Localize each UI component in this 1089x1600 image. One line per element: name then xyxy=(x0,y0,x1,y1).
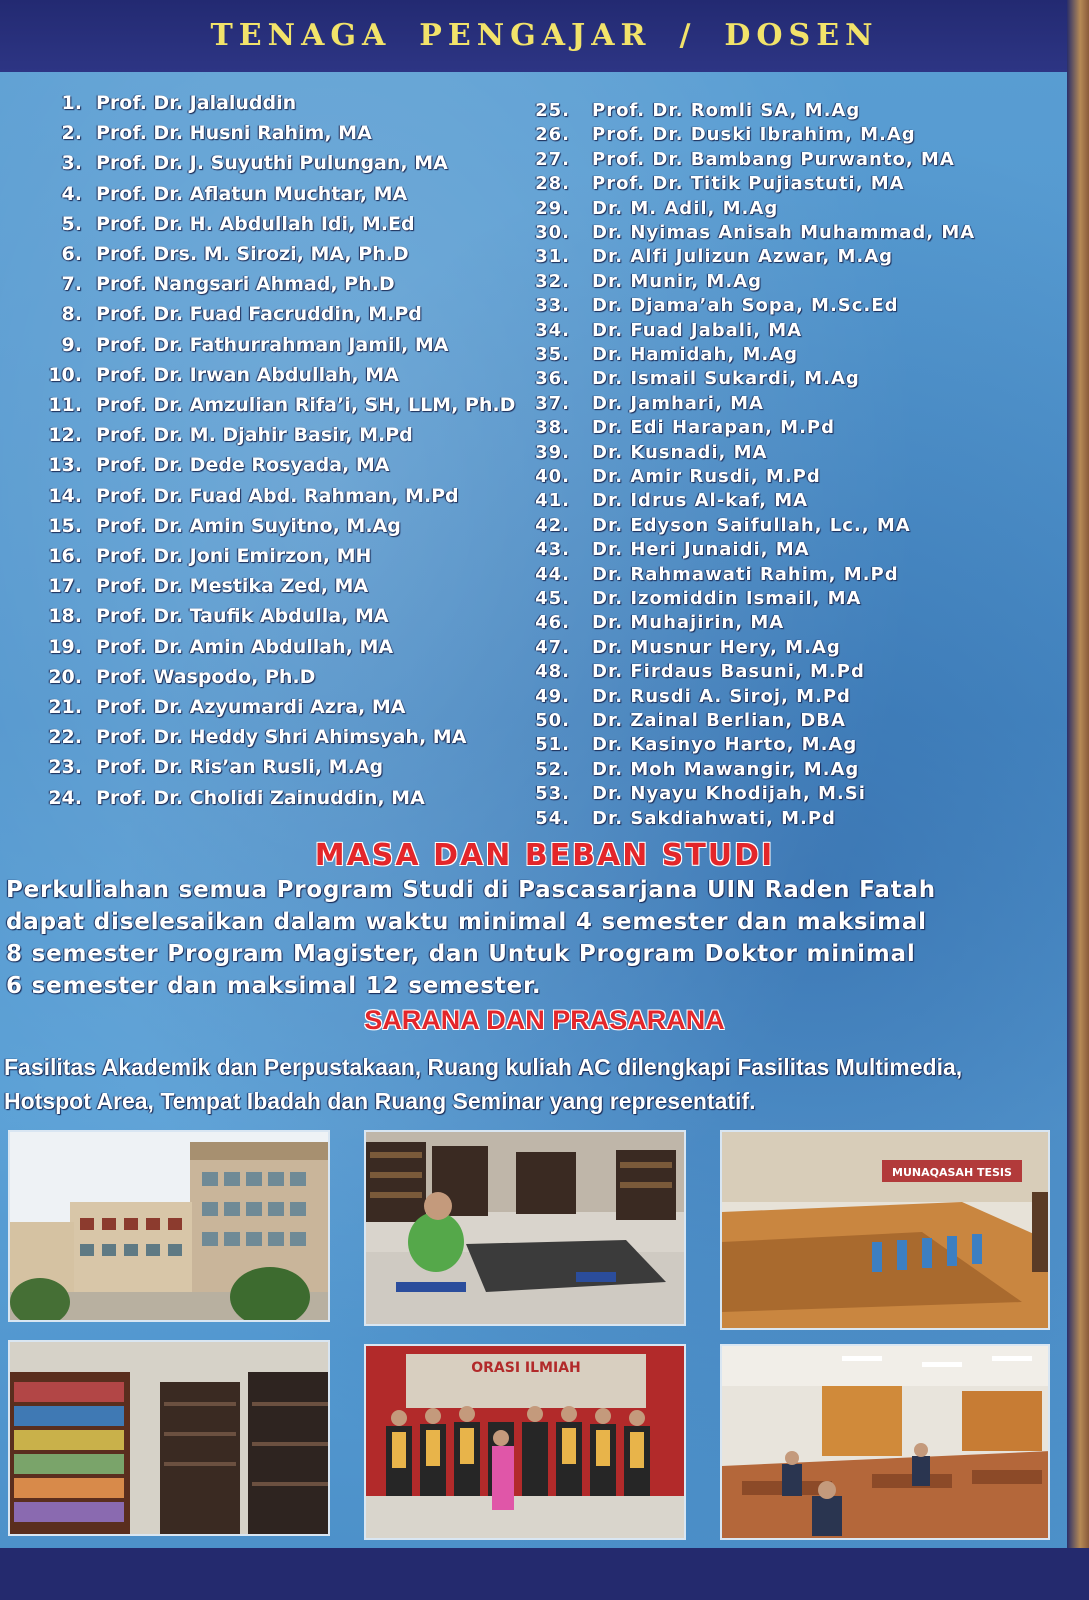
lecturer-name: Prof. Dr. Ris’an Rusli, M.Ag xyxy=(96,756,384,779)
lecturer-item xyxy=(528,734,857,755)
lecturer-item xyxy=(528,417,835,438)
binding-edge xyxy=(1067,0,1089,1600)
lecturer-number: 7. xyxy=(61,273,82,296)
lecturer-name: Dr. Amir Rusdi, M.Pd xyxy=(592,466,821,487)
lecturer-name: Dr. Izomiddin Ismail, MA xyxy=(592,588,862,609)
lecturer-name: Dr. Idrus Al-kaf, MA xyxy=(592,490,809,512)
lecturer-name: Dr. Moh Mawangir, M.Ag xyxy=(592,758,860,780)
lecturer-item xyxy=(528,612,784,633)
lecturer-item xyxy=(44,243,409,265)
lecturer-item xyxy=(44,152,448,174)
lecturer-name: Dr. Hamidah, M.Ag xyxy=(592,344,799,365)
lecturer-number: 19. xyxy=(48,635,82,658)
lecturer-number: 22. xyxy=(48,726,82,749)
lecturer-number: 33. xyxy=(535,295,570,317)
lecturer-number: 3. xyxy=(61,152,82,175)
lecturer-item xyxy=(44,454,390,476)
lecturer-name: Dr. Kusnadi, MA xyxy=(592,441,768,463)
lecturer-item xyxy=(528,100,860,121)
lecturer-number: 35. xyxy=(535,344,570,365)
lecturer-item xyxy=(44,756,383,778)
lecturer-number: 1. xyxy=(61,92,82,114)
lecturer-number: 53. xyxy=(535,783,570,805)
lecturer-item xyxy=(528,271,762,292)
study-paragraph xyxy=(6,874,1066,1002)
lecturer-number: 45. xyxy=(535,588,570,609)
lecturer-number: 52. xyxy=(535,758,570,780)
lecturer-name: Dr. Sakdiahwati, M.Pd xyxy=(592,807,836,829)
lecturer-item xyxy=(528,686,851,707)
lecturer-number: 24. xyxy=(48,786,82,809)
lecturer-name: Prof. Dr. Irwan Abdullah, MA xyxy=(96,363,399,386)
lecturer-item xyxy=(44,515,401,537)
title-word: TENAGA xyxy=(210,18,392,53)
lecturer-name: Prof. Dr. Amin Abdullah, MA xyxy=(96,635,394,658)
lecturer-name: Prof. Dr. Dede Rosyada, MA xyxy=(96,454,390,477)
lecturer-item xyxy=(44,213,415,235)
lecturer-name: Prof. Dr. Amzulian Rifa’i, SH, LLM, Ph.D xyxy=(96,394,516,416)
lecturer-item xyxy=(528,173,905,194)
lecturer-number: 49. xyxy=(535,685,570,707)
lecturer-item xyxy=(44,787,425,809)
lecturer-item xyxy=(528,393,764,414)
lecturer-name: Prof. Dr. Joni Emirzon, MH xyxy=(96,545,372,567)
lecturer-number: 28. xyxy=(535,173,570,195)
title-word: PENGAJAR xyxy=(419,18,652,53)
lecturer-name: Dr. Musnur Hery, M.Ag xyxy=(592,636,841,658)
lecturer-number: 41. xyxy=(535,490,570,512)
lecturer-name: Dr. Fuad Jabali, MA xyxy=(592,319,803,341)
lecturer-number: 51. xyxy=(535,734,570,756)
lecturer-number: 17. xyxy=(48,575,82,598)
lecturer-item xyxy=(528,442,767,463)
lecturer-name: Dr. Nyayu Khodijah, M.Si xyxy=(592,783,866,805)
lecturer-name: Prof. Nangsari Ahmad, Ph.D xyxy=(96,273,395,296)
lecturer-name: Prof. Dr. H. Abdullah Idi, M.Ed xyxy=(96,212,415,235)
lecturer-name: Prof. Dr. Titik Pujiastuti, MA xyxy=(592,173,905,195)
lecturer-number: 5. xyxy=(61,212,82,235)
lecturer-number: 43. xyxy=(535,539,570,561)
lecturer-number: 15. xyxy=(48,514,82,537)
lecturer-name: Dr. Rusdi A. Siroj, M.Pd xyxy=(592,685,851,707)
lecturer-item xyxy=(44,364,399,386)
lecturer-item xyxy=(44,92,296,114)
lecturer-name: Dr. Muhajirin, MA xyxy=(592,612,785,634)
lecturer-name: Dr. Edyson Saifullah, Lc., MA xyxy=(592,514,911,536)
lecturer-item xyxy=(44,696,405,718)
lecturer-number: 34. xyxy=(535,319,570,341)
lecturer-name: Prof. Dr. Azyumardi Azra, MA xyxy=(96,696,406,718)
study-heading: MASA DAN BEBAN STUDI xyxy=(314,838,775,873)
study-line: Perkuliahan semua Program Studi di Pascasarjana UIN Raden Fatah xyxy=(6,877,936,903)
study-line: dapat diselesaikan dalam waktu minimal 4 semester dan maksimal xyxy=(6,909,927,935)
lecturer-number: 21. xyxy=(48,696,82,718)
lecturer-name: Dr. Edi Harapan, M.Pd xyxy=(592,417,835,439)
lecturer-name: Prof. Dr. Heddy Shri Ahimsyah, MA xyxy=(96,726,467,749)
lecturer-name: Prof. Waspodo, Ph.D xyxy=(96,665,316,688)
lecturer-item xyxy=(528,759,859,780)
lecturer-name: Dr. Zainal Berlian, DBA xyxy=(592,710,846,731)
lecturer-number: 48. xyxy=(535,661,570,683)
lecturer-item xyxy=(528,149,955,170)
lecturer-number: 9. xyxy=(61,333,82,356)
lecturer-item xyxy=(528,368,860,389)
lecturer-name: Prof. Dr. Fuad Abd. Rahman, M.Pd xyxy=(96,484,459,507)
page-title xyxy=(0,18,1089,53)
facilities-line: Hotspot Area, Tempat Ibadah dan Ruang Seminar yang representatif. xyxy=(4,1088,756,1114)
lecturer-item xyxy=(528,637,841,658)
title-word: DOSEN xyxy=(724,18,879,53)
seminar-banner-text: MUNAQASAH TESIS xyxy=(892,1166,1012,1179)
footer-band xyxy=(0,1548,1089,1600)
lecturer-number: 13. xyxy=(48,454,82,477)
lecturer-number: 23. xyxy=(48,756,82,779)
lecturer-number: 40. xyxy=(535,466,570,487)
lecturer-name: Prof. Dr. Mestika Zed, MA xyxy=(96,575,369,598)
lecturer-number: 10. xyxy=(48,363,82,386)
lecturer-item xyxy=(44,666,315,688)
lecturer-name: Prof. Dr. Duski Ibrahim, M.Ag xyxy=(592,124,916,146)
lecturer-name: Dr. Heri Junaidi, MA xyxy=(592,539,810,561)
photo-classroom xyxy=(720,1344,1050,1540)
lecturer-item xyxy=(528,515,911,536)
study-line: 6 semester dan maksimal 12 semester. xyxy=(6,973,542,999)
facilities-paragraph xyxy=(4,1050,1074,1118)
lecturer-item xyxy=(528,539,810,560)
lecturer-item xyxy=(528,564,899,585)
lecturer-item xyxy=(528,295,898,316)
lecturer-item xyxy=(44,636,393,658)
lecturer-item xyxy=(528,588,861,609)
lecturer-number: 4. xyxy=(61,182,82,205)
lecturer-item xyxy=(44,183,407,205)
lecturer-number: 8. xyxy=(61,303,82,326)
lecturer-number: 54. xyxy=(535,807,570,829)
lecturer-number: 2. xyxy=(61,122,82,145)
lecturer-name: Prof. Dr. Fuad Facruddin, M.Pd xyxy=(96,303,422,326)
lecturer-name: Dr. Alfi Julizun Azwar, M.Ag xyxy=(592,246,894,268)
lecturer-number: 29. xyxy=(535,197,570,219)
lecturer-name: Prof. Dr. J. Suyuthi Pulungan, MA xyxy=(96,152,448,175)
title-word: / xyxy=(679,18,697,53)
facilities-heading: SARANA DAN PRASARANA xyxy=(364,1005,725,1035)
lecturer-number: 30. xyxy=(535,222,570,243)
lecturer-item xyxy=(44,485,459,507)
lecturer-name: Prof. Dr. Aflatun Muchtar, MA xyxy=(96,182,408,205)
lecturer-item xyxy=(528,710,846,731)
lecturer-item xyxy=(44,334,449,356)
photo-library xyxy=(8,1340,330,1536)
lecturer-number: 12. xyxy=(48,424,82,447)
lecturer-number: 6. xyxy=(61,243,82,265)
lecturer-number: 47. xyxy=(535,636,570,658)
lecturer-name: Dr. Firdaus Basuni, M.Pd xyxy=(592,661,865,683)
orasi-banner-text: ORASI ILMIAH xyxy=(471,1360,581,1376)
lecturer-number: 14. xyxy=(48,484,82,507)
lecturer-name: Prof. Dr. Jalaluddin xyxy=(96,92,297,114)
lecturer-item xyxy=(528,246,893,267)
lecturer-item xyxy=(528,344,798,365)
lecturer-name: Prof. Dr. Bambang Purwanto, MA xyxy=(592,148,955,170)
lecturer-item xyxy=(528,808,836,829)
lecturer-name: Prof. Dr. Amin Suyitno, M.Ag xyxy=(96,514,401,537)
lecturer-item xyxy=(528,124,916,145)
photo-campus-building xyxy=(8,1130,330,1322)
lecturer-item xyxy=(44,424,413,446)
lecturer-number: 26. xyxy=(535,124,570,146)
photo-reading-room xyxy=(364,1130,686,1326)
lecturer-item xyxy=(528,222,975,243)
lecturer-name: Dr. Jamhari, MA xyxy=(592,392,764,414)
lecturer-name: Prof. Dr. Fathurrahman Jamil, MA xyxy=(96,333,449,356)
lecturer-number: 36. xyxy=(535,368,570,390)
lecturer-item xyxy=(44,726,466,748)
lecturer-number: 32. xyxy=(535,270,570,292)
lecturer-item xyxy=(44,394,515,416)
lecturer-number: 27. xyxy=(535,148,570,170)
lecturer-number: 46. xyxy=(535,612,570,634)
lecturer-name: Prof. Drs. M. Sirozi, MA, Ph.D xyxy=(96,243,409,265)
lecturer-name: Dr. Nyimas Anisah Muhammad, MA xyxy=(592,222,976,243)
lecturer-name: Prof. Dr. Cholidi Zainuddin, MA xyxy=(96,786,425,809)
lecturer-item xyxy=(44,303,422,325)
lecturer-number: 25. xyxy=(535,100,570,121)
lecturer-item xyxy=(528,490,808,511)
lecturer-name: Dr. Munir, M.Ag xyxy=(592,270,762,292)
photo-seminar-room xyxy=(720,1130,1050,1330)
lecturer-number: 50. xyxy=(535,710,570,731)
lecturer-name: Dr. Kasinyo Harto, M.Ag xyxy=(592,734,858,756)
lecturer-name: Prof. Dr. M. Djahir Basir, M.Pd xyxy=(96,424,413,447)
lecturer-number: 20. xyxy=(48,665,82,688)
photo-ceremony-group xyxy=(364,1344,686,1540)
lecturer-item xyxy=(44,605,389,627)
lecturer-number: 39. xyxy=(535,441,570,463)
lecturer-number: 44. xyxy=(535,563,570,585)
lecturer-item xyxy=(44,122,372,144)
lecturer-number: 11. xyxy=(48,394,82,416)
lecturer-item xyxy=(44,575,368,597)
lecturer-name: Prof. Dr. Taufik Abdulla, MA xyxy=(96,605,389,628)
lecturer-item xyxy=(528,198,778,219)
lecturer-item xyxy=(528,661,865,682)
lecturer-number: 38. xyxy=(535,417,570,439)
lecturer-item xyxy=(44,545,371,567)
lecturer-item xyxy=(44,273,395,295)
lecturer-number: 42. xyxy=(535,514,570,536)
lecturer-item xyxy=(528,320,802,341)
lecturer-name: Prof. Dr. Husni Rahim, MA xyxy=(96,122,372,145)
lecturer-item xyxy=(528,466,821,487)
lecturer-name: Dr. M. Adil, M.Ag xyxy=(592,197,779,219)
facilities-line: Fasilitas Akademik dan Perpustakaan, Ruang kuliah AC dilengkapi Fasilitas Multimedia, xyxy=(4,1054,963,1080)
lecturer-number: 31. xyxy=(535,246,570,268)
lecturer-name: Dr. Djama’ah Sopa, M.Sc.Ed xyxy=(592,295,899,317)
lecturer-item xyxy=(528,783,866,804)
lecturer-number: 18. xyxy=(48,605,82,628)
lecturer-number: 16. xyxy=(48,545,82,567)
study-line: 8 semester Program Magister, dan Untuk Program Doktor minimal xyxy=(6,941,916,967)
lecturer-number: 37. xyxy=(535,392,570,414)
lecturer-name: Dr. Ismail Sukardi, M.Ag xyxy=(592,368,860,390)
lecturer-name: Dr. Rahmawati Rahim, M.Pd xyxy=(592,563,899,585)
lecturer-name: Prof. Dr. Romli SA, M.Ag xyxy=(592,100,861,121)
